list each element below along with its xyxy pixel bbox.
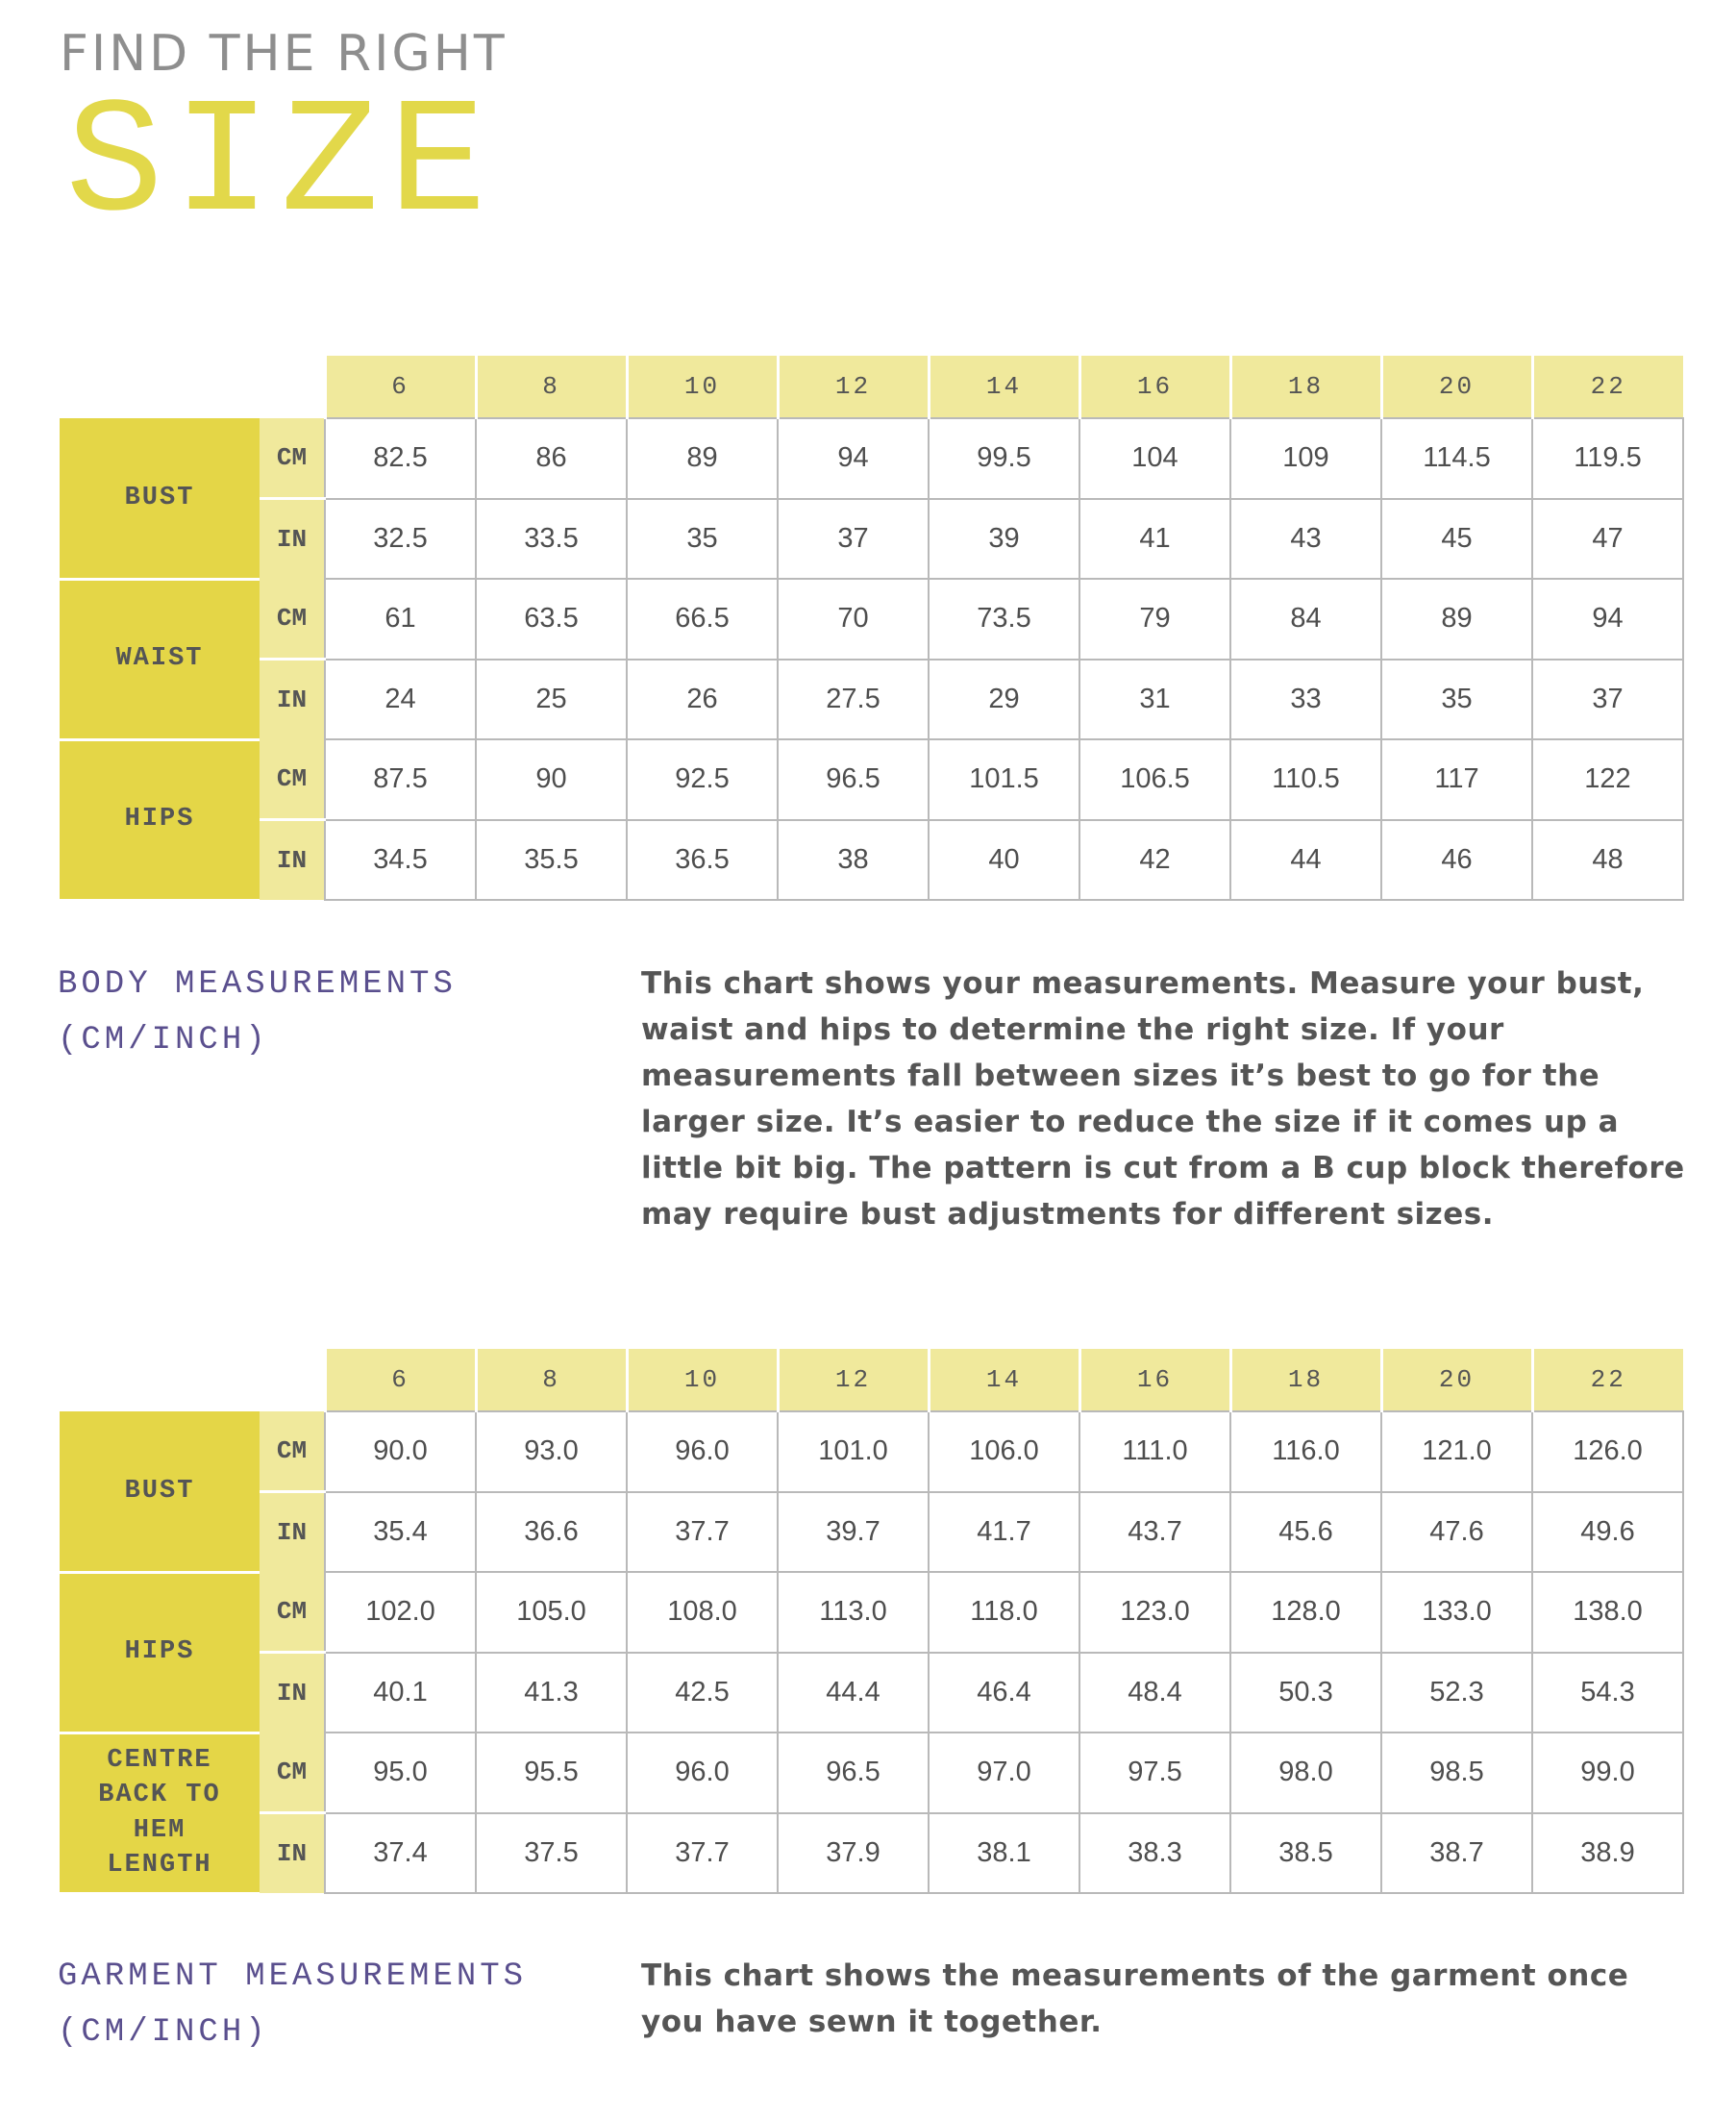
caption-title-line: (CM/INCH) (58, 1022, 269, 1059)
measurement-value: 73.5 (929, 579, 1079, 660)
measurement-value: 44 (1230, 820, 1381, 901)
measurement-value: 111.0 (1079, 1411, 1230, 1492)
measurement-value: 138.0 (1532, 1572, 1683, 1653)
body-measurements-description: This chart shows your measurements. Measure your bust, waist and hips to determine the right size. If your measurements fall between sizes it’s best to go for the larger size. It’s easier to reduce the size if it comes up a little bit big. The pattern is cut from a B cup block therefore may require bust adjustments for different sizes. (641, 966, 1685, 1232)
table-row (60, 579, 1683, 660)
measurement-label: BUST (60, 418, 260, 579)
size-header-12: 12 (778, 1349, 929, 1411)
measurement-value: 24 (325, 660, 476, 740)
measurement-value: 38.5 (1230, 1813, 1381, 1894)
measurement-value: 47 (1532, 499, 1683, 580)
caption-title-line: (CM/INCH) (58, 2014, 269, 2051)
measurement-value: 89 (1381, 579, 1532, 660)
measurement-value: 96.0 (627, 1733, 778, 1813)
measurement-value: 122 (1532, 739, 1683, 820)
measurement-value: 106.5 (1079, 739, 1230, 820)
measurement-value: 49.6 (1532, 1492, 1683, 1573)
measurement-value: 45.6 (1230, 1492, 1381, 1573)
hero-title: SIZE (65, 73, 497, 259)
table-row (60, 1733, 1683, 1813)
measurement-value: 95.5 (476, 1733, 627, 1813)
measurement-value: 128.0 (1230, 1572, 1381, 1653)
size-header-8: 8 (476, 356, 627, 418)
measurement-value: 38.1 (929, 1813, 1079, 1894)
measurement-value: 36.6 (476, 1492, 627, 1573)
measurement-value: 35.5 (476, 820, 627, 901)
measurement-value: 93.0 (476, 1411, 627, 1492)
size-header-12: 12 (778, 356, 929, 418)
measurement-value: 33.5 (476, 499, 627, 580)
unit-label: CM (260, 1733, 325, 1813)
size-header-10: 10 (627, 1349, 778, 1411)
measurement-value: 89 (627, 418, 778, 499)
table-row (60, 660, 1683, 740)
measurement-value: 38.3 (1079, 1813, 1230, 1894)
measurement-value: 126.0 (1532, 1411, 1683, 1492)
measurement-value: 106.0 (929, 1411, 1079, 1492)
size-header-10: 10 (627, 356, 778, 418)
measurement-value: 42.5 (627, 1653, 778, 1733)
measurement-label: HIPS (60, 1572, 260, 1733)
measurement-label: HIPS (60, 739, 260, 900)
unit-label: CM (260, 1572, 325, 1653)
size-header-16: 16 (1079, 1349, 1230, 1411)
measurement-value: 96.5 (778, 1733, 929, 1813)
table-row (60, 1572, 1683, 1653)
measurement-label: WAIST (60, 579, 260, 739)
measurement-value: 46.4 (929, 1653, 1079, 1733)
unit-label: CM (260, 418, 325, 499)
measurement-value: 37 (778, 499, 929, 580)
measurement-value: 84 (1230, 579, 1381, 660)
size-header-22: 22 (1532, 356, 1683, 418)
header-corner (60, 356, 260, 418)
measurement-value: 42 (1079, 820, 1230, 901)
measurement-value: 96.0 (627, 1411, 778, 1492)
header-corner (260, 1349, 325, 1411)
measurement-value: 86 (476, 418, 627, 499)
table-row (60, 1813, 1683, 1894)
measurement-value: 46 (1381, 820, 1532, 901)
measurement-value: 40.1 (325, 1653, 476, 1733)
size-header-6: 6 (325, 356, 476, 418)
measurement-value: 102.0 (325, 1572, 476, 1653)
measurement-value: 66.5 (627, 579, 778, 660)
measurement-value: 36.5 (627, 820, 778, 901)
measurement-value: 35 (1381, 660, 1532, 740)
garment-measurements-title (58, 1949, 527, 2060)
size-header-14: 14 (929, 1349, 1079, 1411)
measurement-value: 47.6 (1381, 1492, 1532, 1573)
measurement-value: 38 (778, 820, 929, 901)
measurement-value: 121.0 (1381, 1411, 1532, 1492)
measurement-value: 37.4 (325, 1813, 476, 1894)
garment-measurements-table (60, 1349, 1684, 1895)
measurement-value: 117 (1381, 739, 1532, 820)
size-header-16: 16 (1079, 356, 1230, 418)
measurement-value: 44.4 (778, 1653, 929, 1733)
measurement-value: 37.7 (627, 1813, 778, 1894)
measurement-value: 94 (1532, 579, 1683, 660)
measurement-value: 37.9 (778, 1813, 929, 1894)
measurement-value: 95.0 (325, 1733, 476, 1813)
unit-label: IN (260, 660, 325, 740)
measurement-label: BUST (60, 1411, 260, 1572)
measurement-value: 110.5 (1230, 739, 1381, 820)
measurement-value: 39.7 (778, 1492, 929, 1573)
measurement-value: 118.0 (929, 1572, 1079, 1653)
measurement-value: 34.5 (325, 820, 476, 901)
unit-label: IN (260, 499, 325, 580)
size-header-18: 18 (1230, 356, 1381, 418)
measurement-value: 48.4 (1079, 1653, 1230, 1733)
measurement-value: 32.5 (325, 499, 476, 580)
measurement-value: 35.4 (325, 1492, 476, 1573)
measurement-value: 27.5 (778, 660, 929, 740)
unit-label: IN (260, 1492, 325, 1573)
size-header-row (60, 1349, 1683, 1411)
measurement-value: 31 (1079, 660, 1230, 740)
size-header-22: 22 (1532, 1349, 1683, 1411)
measurement-value: 123.0 (1079, 1572, 1230, 1653)
measurement-value: 116.0 (1230, 1411, 1381, 1492)
body-measurements-table (60, 356, 1684, 902)
measurement-value: 92.5 (627, 739, 778, 820)
measurement-value: 105.0 (476, 1572, 627, 1653)
table-row (60, 418, 1683, 499)
size-header-18: 18 (1230, 1349, 1381, 1411)
measurement-value: 39 (929, 499, 1079, 580)
measurement-value: 97.5 (1079, 1733, 1230, 1813)
measurement-value: 98.5 (1381, 1733, 1532, 1813)
measurement-value: 104 (1079, 418, 1230, 499)
measurement-value: 90.0 (325, 1411, 476, 1492)
garment-measurements-description: This chart shows the measurements of the garment once you have sewn it together. (641, 1958, 1629, 2039)
measurement-value: 133.0 (1381, 1572, 1532, 1653)
measurement-value: 37.5 (476, 1813, 627, 1894)
table-row (60, 1492, 1683, 1573)
measurement-value: 109 (1230, 418, 1381, 499)
size-header-row (60, 356, 1683, 418)
table-row (60, 739, 1683, 820)
unit-label: IN (260, 1653, 325, 1733)
size-header-20: 20 (1381, 1349, 1532, 1411)
measurement-value: 82.5 (325, 418, 476, 499)
measurement-value: 43.7 (1079, 1492, 1230, 1573)
measurement-value: 99.5 (929, 418, 1079, 499)
measurement-value: 101.5 (929, 739, 1079, 820)
measurement-value: 40 (929, 820, 1079, 901)
caption-title-line: GARMENT MEASUREMENTS (58, 1958, 528, 1995)
measurement-value: 37 (1532, 660, 1683, 740)
size-header-6: 6 (325, 1349, 476, 1411)
measurement-value: 25 (476, 660, 627, 740)
size-header-14: 14 (929, 356, 1079, 418)
measurement-value: 33 (1230, 660, 1381, 740)
header-corner (260, 356, 325, 418)
unit-label: CM (260, 739, 325, 820)
measurement-value: 101.0 (778, 1411, 929, 1492)
measurement-value: 45 (1381, 499, 1532, 580)
measurement-value: 99.0 (1532, 1733, 1683, 1813)
size-header-8: 8 (476, 1349, 627, 1411)
measurement-value: 94 (778, 418, 929, 499)
body-measurements-title (58, 957, 457, 1068)
measurement-value: 41.3 (476, 1653, 627, 1733)
measurement-value: 114.5 (1381, 418, 1532, 499)
header-corner (60, 1349, 260, 1411)
measurement-label: CENTRE BACK TO HEM LENGTH (60, 1733, 260, 1893)
table-row (60, 1411, 1683, 1492)
measurement-value: 96.5 (778, 739, 929, 820)
unit-label: CM (260, 1411, 325, 1492)
measurement-value: 70 (778, 579, 929, 660)
measurement-value: 35 (627, 499, 778, 580)
measurement-value: 41.7 (929, 1492, 1079, 1573)
measurement-value: 63.5 (476, 579, 627, 660)
measurement-value: 97.0 (929, 1733, 1079, 1813)
measurement-value: 98.0 (1230, 1733, 1381, 1813)
caption-title-line: BODY MEASUREMENTS (58, 966, 457, 1003)
eyebrow-title: FIND THE RIGHT (60, 25, 508, 83)
measurement-value: 61 (325, 579, 476, 660)
table-row (60, 820, 1683, 901)
measurement-value: 54.3 (1532, 1653, 1683, 1733)
measurement-value: 90 (476, 739, 627, 820)
unit-label: IN (260, 1813, 325, 1894)
measurement-value: 43 (1230, 499, 1381, 580)
measurement-value: 113.0 (778, 1572, 929, 1653)
measurement-value: 29 (929, 660, 1079, 740)
measurement-value: 50.3 (1230, 1653, 1381, 1733)
measurement-value: 26 (627, 660, 778, 740)
measurement-value: 119.5 (1532, 418, 1683, 499)
measurement-value: 38.7 (1381, 1813, 1532, 1894)
unit-label: CM (260, 579, 325, 660)
measurement-value: 48 (1532, 820, 1683, 901)
measurement-value: 79 (1079, 579, 1230, 660)
measurement-value: 87.5 (325, 739, 476, 820)
table-row (60, 499, 1683, 580)
measurement-value: 52.3 (1381, 1653, 1532, 1733)
measurement-value: 37.7 (627, 1492, 778, 1573)
measurement-value: 38.9 (1532, 1813, 1683, 1894)
measurement-value: 41 (1079, 499, 1230, 580)
measurement-value: 108.0 (627, 1572, 778, 1653)
size-header-20: 20 (1381, 356, 1532, 418)
unit-label: IN (260, 820, 325, 901)
table-row (60, 1653, 1683, 1733)
